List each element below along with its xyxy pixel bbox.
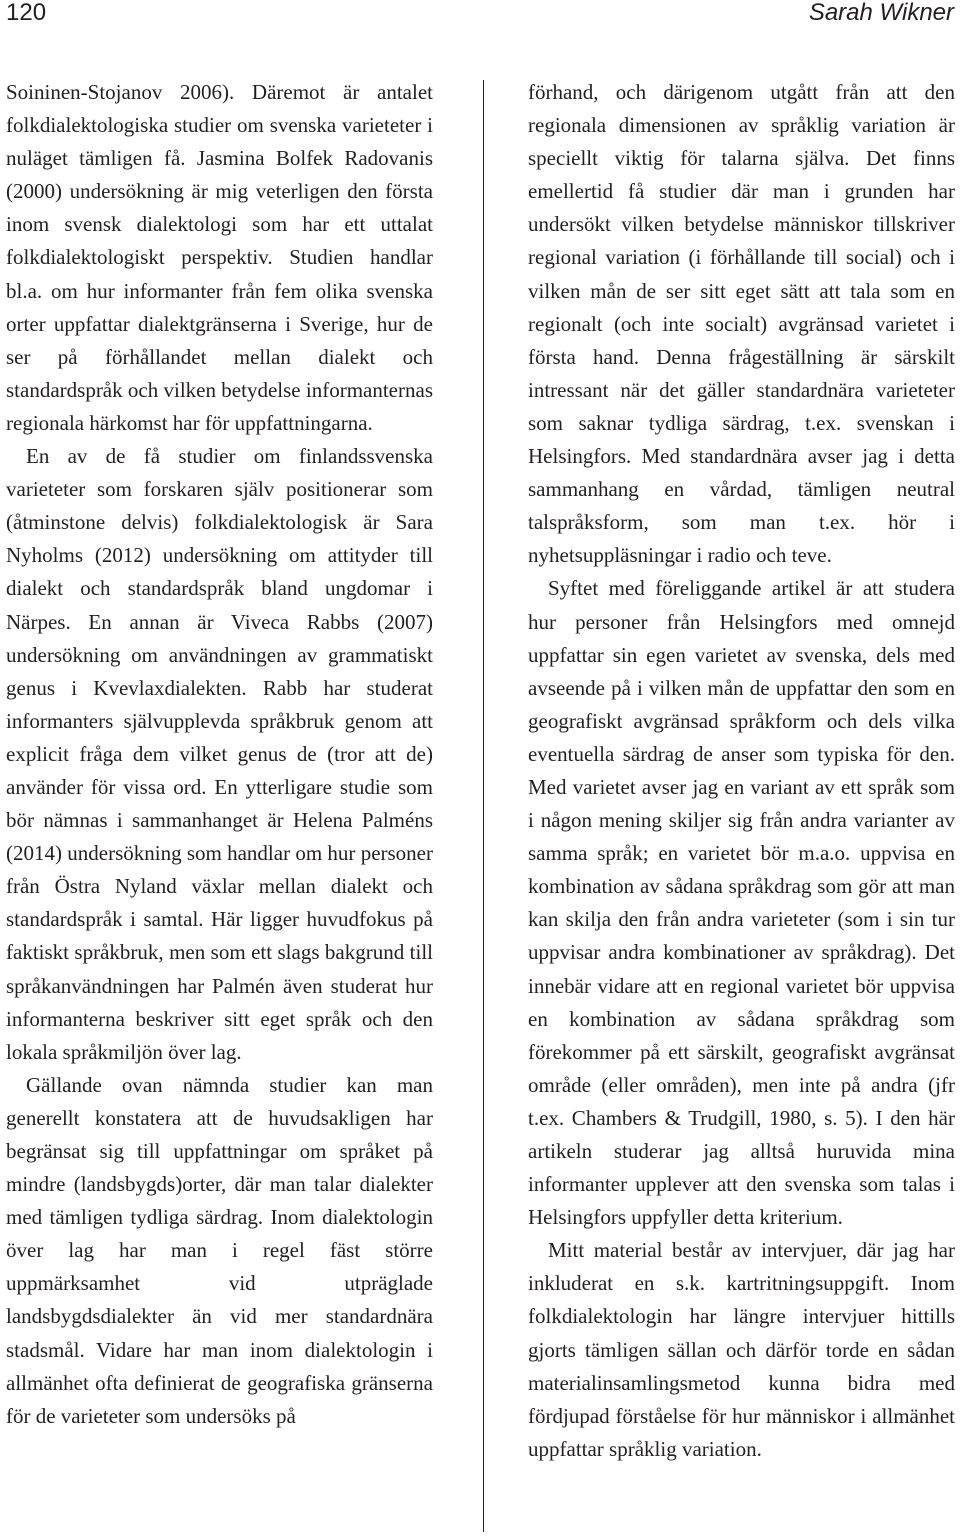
- left-column: [6, 76, 433, 1433]
- paragraph: Mitt material består av intervjuer, där jag har inkluderat en s.k. kartritningsuppgift. Inom folkdialektologin har längre intervjuer hittills gjorts tämligen sällan och därför torde en sådan materialinsamlingsmetod kunna bidra med fördjupad förståelse för hur människor i allmänhet uppfattar språklig variation.: [528, 1238, 955, 1461]
- paragraph: förhand, och därigenom utgått från att den regionala dimensionen av språklig variation är speciellt viktig för talarna själva. Det finns emellertid få studier där man i grunden har undersökt vilken betydelse människor tillskriver regional variation (i förhållande till social) och i vilken mån de ser sitt eget sätt att tala som en regionalt (och inte socialt) avgränsad varietet i första hand. Denna frågeställning är särskilt intressant när det gäller standardnära varieteter som saknar tydliga särdrag, t.ex. svenskan i Helsingfors. Med standardnära avser jag i detta sammanhang en vårdad, tämligen neutral talspråksform, som man t.ex. hör i nyhetsuppläsningar i radio och teve.: [528, 80, 955, 568]
- column-divider: [483, 80, 484, 1532]
- page-number: 120: [6, 0, 47, 26]
- paragraph: En av de få studier om finlandssvenska varieteter som forskaren själv positionerar som (åtminstone delvis) folkdialektologisk är Sara Nyholms (2012) undersökning om attityder till dialekt och standardspråk bland ungdomar i Närpes. En annan är Viveca Rabbs (2007) undersökning om användningen av grammatiskt genus i Kvevlaxdialekten. Rabb har studerat informanters självupplevda språkbruk genom att explicit fråga dem vilket genus de (tror att de) använder för vissa ord. En ytterligare studie som bör nämnas i sammanhanget är Helena Palméns (2014) undersökning som handlar om hur personer från Östra Nyland växlar mellan dialekt och standardspråk i samtal. Här ligger huvudfokus på faktiskt språkbruk, men som ett slags bakgrund till språkanvändningen har Palmén även studerat hur informanterna beskriver sitt eget språk och den lokala språkmiljön över lag.: [6, 444, 433, 1064]
- right-column: [528, 76, 955, 1466]
- paragraph: Soininen-Stojanov 2006). Däremot är antalet folkdialektologiska studier om svenska varieteter i nuläget tämligen få. Jasmina Bolfek Radovanis (2000) undersökning är mig veterligen den första inom svensk dialektologi som har ett uttalat folkdialektologiskt perspektiv. Studien handlar bl.a. om hur informanter från fem olika svenska orter uppfattar dialektgränserna i Sverige, hur de ser på förhållandet mellan dialekt och standardspråk och vilken betydelse informanternas regionala härkomst har för uppfattningarna.: [6, 80, 433, 435]
- paragraph: Gällande ovan nämnda studier kan man generellt konstatera att de huvudsakligen har begränsat sig till uppfattningar om språket på mindre (landsbygds)orter, där man talar dialekter med tämligen tydliga särdrag. Inom dialektologin över lag har man i regel fäst större uppmärksamhet vid utpräglade landsbygdsdialekter än vid mer standardnära stadsmål. Vidare har man inom dialektologin i allmänhet ofta definierat de geografiska gränserna för de varieteter som undersöks på: [6, 1072, 433, 1428]
- paragraph: Syftet med föreliggande artikel är att studera hur personer från Helsingfors med omnejd uppfattar sin egen varietet av svenska, dels med avseende på i vilken mån de uppfattar den som en geografiskt avgränsad språkform och dels vilka eventuella särdrag de anser som typiska för den. Med varietet avser jag en variant av ett språk som i någon mening skiljer sig från andra varianter av samma språk; en varietet bör m.a.o. uppvisa en kombination av sådana språkdrag som gör att man kan skilja den från andra varieteter (som i sin tur uppvisar andra kombinationer av språkdrag). Det innebär vidare att en regional varietet bör uppvisa en kombination av sådana språkdrag som förekommer på ett särskilt, geografiskt avgränsat område (eller områden), men inte på andra (jfr t.ex. Chambers & Trudgill, 1980, s. 5). I den här artikeln studerar jag alltså huruvida mina informanter upplever att den svenska som talas i Helsingfors uppfyller detta kriterium.: [528, 576, 955, 1230]
- running-header-author: Sarah Wikner: [808, 0, 954, 26]
